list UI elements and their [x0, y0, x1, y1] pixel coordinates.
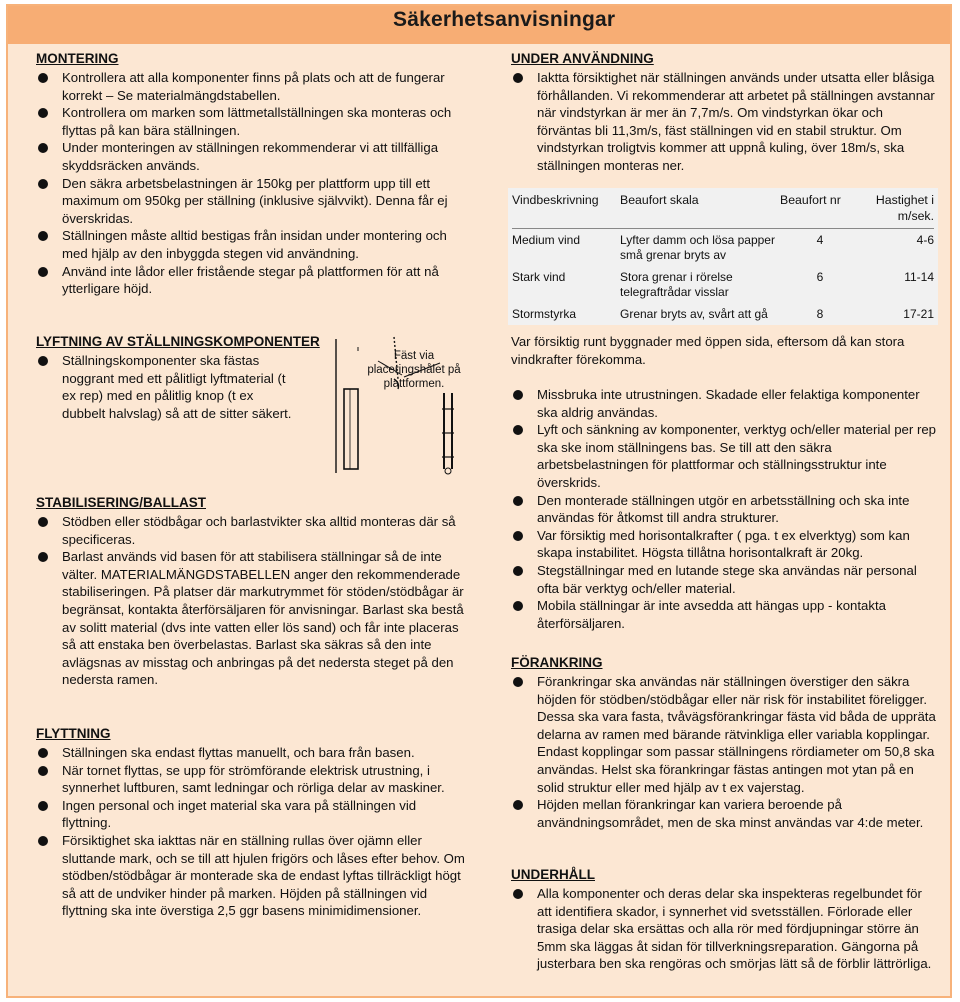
usage-list [511, 386, 939, 632]
illustration-note: Fäst via placeringshålet på plattformen. [367, 350, 461, 390]
section-title-flyttning: FLYTTNING [36, 726, 111, 741]
wind-row-number: 6 [816, 270, 824, 284]
list-item: Förankringar ska användas när ställningen överstiger den säkra höjden för stödben/stödbågar eller när risk för instabilitet föreligger. Dessa ska vara fasta, tvåvägsförankringar fästa vid båda de uppräta delarna av ramen med bärande rätvinkliga eller variabla kopplingar. Endast kopplingar som passar ställningens rördiameter om 50,8 ska användas. Helst ska förankringar fästas antingen mot ytan på en solid struktur eller med hjälp av t ex vajerstag. [511, 673, 939, 796]
list-item: Barlast används vid basen för att stabilisera ställningar så de inte välter. MATERIALMÄNGDSTABELLEN anger den rekommenderade stabiliseringen. På platser där markutrymmet för stöden/stödbågar är begränsat, kontakta återförsäljaren för anvisningar. Barlast ska bestå av solitt material (dvs inte vatten eller lös sand) och får inte placeras så att enstaka ben överbelastas. Barlast ska säkras så den inte avlägsnas av misstag och anbringas på det nedersta steget på den nedersta ramen. [36, 548, 466, 689]
section-lyftning [36, 333, 466, 483]
wind-row-scale: Lyfter damm och lösa papper små grenar bryts av [620, 233, 775, 262]
flyttning-list [36, 744, 466, 920]
under-anvandning-list [511, 69, 939, 175]
list-item: Lyft och sänkning av komponenter, verktyg och/eller material per rep ska ske inom ställningens bas. Se till att den säkra arbetsbelastningen för plattformar och ställningsstruktur inte överskrids. [511, 421, 939, 491]
list-item: När tornet flyttas, se upp för strömförande elektrisk utrustning, i synnerhet luftburen, samt ledningar och rörliga delar av maskiner. [36, 762, 466, 797]
table-row [512, 303, 934, 325]
list-item: Kontrollera att alla komponenter finns på plats och att de fungerar korrekt – Se materialmängdstabellen. [36, 69, 466, 104]
section-usage-items [511, 386, 939, 632]
list-item: Kontrollera om marken som lättmetallställningen ska monteras och flyttas på kan bära ställningen. [36, 104, 466, 139]
list-item: Höjden mellan förankringar kan variera beroende på användningsområdet, men de ska minst användas var 4:de meter. [511, 796, 939, 831]
list-item: Använd inte lådor eller fristående stegar på plattformen för att nå ytterligare höjd. [36, 263, 466, 298]
section-stabilisering [36, 494, 466, 689]
section-title-underhall: UNDERHÅLL [511, 867, 595, 882]
wind-row-scale: Grenar bryts av, svårt att gå [620, 307, 768, 321]
section-flyttning [36, 725, 466, 920]
list-item: Ställningen måste alltid bestigas från insidan under montering och med hjälp av den inbyggda stegen vid användning. [36, 227, 466, 262]
open-side-note: Var försiktig runt byggnader med öppen sida, eftersom då kan stora vindkrafter förekomma. [511, 334, 905, 367]
stabilisering-list [36, 513, 466, 689]
section-open-side-note [511, 333, 939, 368]
list-item: Den monterade ställningen utgör en arbetsställning och ska inte användas för åtkomst till andra strukturer. [511, 492, 939, 527]
list-item: Ställningskomponenter ska fästas noggrant med ett pålitligt lyftmaterial (t ex rep) med en pålitlig knop (t ex dubbelt halvslag) så att de sitter säkert. [36, 352, 296, 422]
section-title-stabilisering: STABILISERING/BALLAST [36, 495, 206, 510]
wind-table [512, 188, 934, 325]
forankring-list [511, 673, 939, 831]
list-item: Var försiktig med horisontalkrafter ( pga. t ex elverktyg) som kan skapa instabilitet. Högsta tillåtna horisontalkraft är 20kg. [511, 527, 939, 562]
section-forankring [511, 654, 939, 831]
wind-table-header-number: Beaufort nr [780, 193, 841, 207]
wind-table-header-description: Vindbeskrivning [512, 193, 599, 207]
table-row [512, 266, 934, 303]
section-title-lyftning: LYFTNING AV STÄLLNINGSKOMPONENTER [36, 334, 320, 349]
section-under-anvandning [511, 50, 939, 175]
page-title: Säkerhetsanvisningar [393, 8, 616, 31]
lyftning-list [36, 352, 296, 422]
list-item: Stegställningar med en lutande stege ska användas när personal ofta bär verktyg och/eller material. [511, 562, 939, 597]
wind-table-header-scale: Beaufort skala [620, 193, 699, 207]
list-item: Mobila ställningar är inte avsedda att hängas upp - kontakta återförsäljaren. [511, 597, 939, 632]
list-item: Försiktighet ska iakttas när en ställning rullas över ojämn eller sluttande mark, och se till att hjulen frigörs och låses efter behov. Om stödben/stödbågar är monterade ska de endast lyftas tillräckligt högt så att de undviker hinder på marken. Höjden på ställningen vid flyttning ska inte överstiga 2,5 ggr basens minimidimensioner. [36, 832, 466, 920]
section-montering [36, 50, 466, 298]
wind-row-speed: 11-14 [904, 270, 934, 284]
wind-table-header-speed: Hastighet i m/sek. [875, 193, 934, 223]
montering-list [36, 69, 466, 298]
wind-row-number: 4 [816, 233, 824, 247]
wind-table-panel [508, 188, 938, 325]
list-item: Den säkra arbetsbelastningen är 150kg per plattform upp till ett maximum om 950kg per ställning (inklusive självvikt). Denna får ej överskridas. [36, 175, 466, 228]
wind-row-description: Stormstyrka [512, 307, 577, 321]
wind-row-speed: 4-6 [916, 233, 934, 247]
section-title-montering: MONTERING [36, 51, 119, 66]
wind-row-description: Stark vind [512, 270, 566, 284]
wind-row-number: 8 [816, 307, 824, 321]
underhall-list [511, 885, 939, 973]
wind-row-speed: 17-21 [903, 307, 934, 321]
list-item: Ställningen ska endast flyttas manuellt, och bara från basen. [36, 744, 466, 762]
wind-row-description: Medium vind [512, 233, 581, 247]
safety-instructions-page [6, 4, 952, 998]
wind-row-scale: Stora grenar i rörelse telegraftrådar visslar [620, 270, 733, 299]
section-title-forankring: FÖRANKRING [511, 655, 603, 670]
list-item: Ingen personal och inget material ska vara på ställningen vid flyttning. [36, 797, 466, 832]
list-item: Stödben eller stödbågar och barlastvikter ska alltid monteras där så specificeras. [36, 513, 466, 548]
list-item: Under monteringen av ställningen rekommenderar vi att tillfälliga skyddsräcken används. [36, 139, 466, 174]
section-underhall [511, 866, 939, 973]
list-item: Iaktta försiktighet när ställningen används under utsatta eller blåsiga förhållanden. Vi rekommenderar att arbetet på ställningen avstannar när vindstyrkan är mer än 7,7m/s. Om vindstyrkan ökar och förväntas bli 11,3m/s, fäst ställningen vid en stabil struktur. Om vindstyrkan troligtvis kommer att uppnå kuling, över 18m/s, ska ställningen monteras ner. [511, 69, 939, 175]
list-item: Alla komponenter och deras delar ska inspekteras regelbundet för att identifiera skador, i synnerhet vid svetsställen. Förlorade eller trasiga delar ska ersättas och alla rör med fördjupningar större än 5mm ska läggas åt sidan för tillverkningsreparation. Gängorna på justerbara ben ska rengöras och smörjas lätt så de förblir lättrörliga. [511, 885, 939, 973]
list-item: Missbruka inte utrustningen. Skadade eller felaktiga komponenter ska aldrig användas. [511, 386, 939, 421]
section-title-under-anvandning: UNDER ANVÄNDNING [511, 51, 654, 66]
title-bar [8, 6, 950, 44]
table-row [512, 229, 934, 267]
